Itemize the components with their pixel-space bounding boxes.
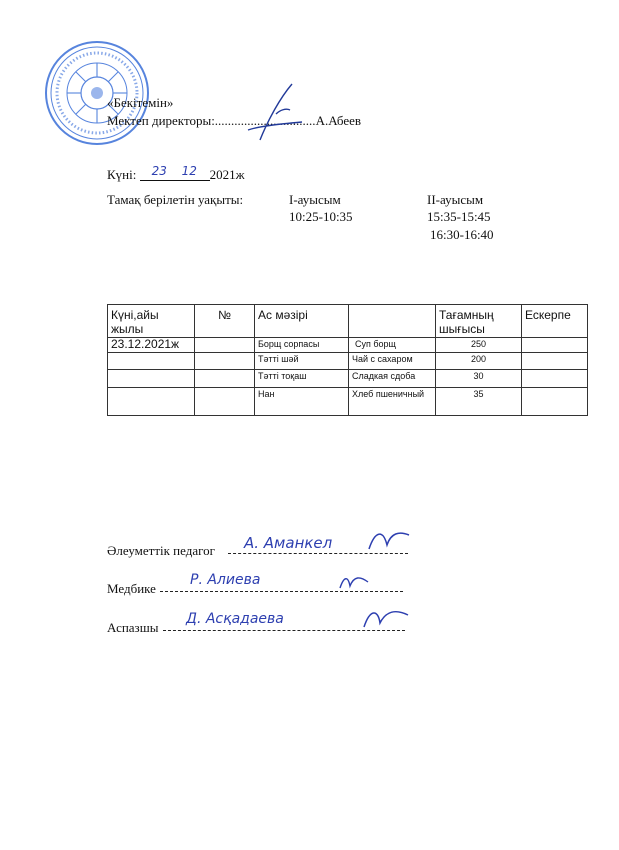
header-note: Ескерпе	[522, 305, 588, 338]
table-header-row	[108, 305, 588, 338]
date-label: Күні:	[107, 167, 137, 182]
date-day: 23	[151, 164, 167, 178]
nurse-label: Медбике	[107, 581, 156, 596]
row-dish-kz: Борщ сорпасы	[255, 338, 349, 353]
date-line	[107, 164, 245, 183]
row-dish-ru: Чай с сахаром	[349, 353, 436, 370]
row-dish-kz: Нан	[255, 388, 349, 416]
header-menu: Ас мәзірі	[255, 305, 349, 338]
director-name: А.Абеев	[315, 113, 362, 128]
pedagog-signature-line	[228, 553, 408, 554]
header-menu-ru	[349, 305, 436, 338]
row-quantity: 35	[436, 388, 522, 416]
header-date: Күні,айы жылы	[108, 305, 195, 338]
row-date	[108, 353, 195, 370]
row-num	[195, 370, 255, 388]
table-row	[108, 388, 588, 416]
row-dish-kz: Тәтті шәй	[255, 353, 349, 370]
approval-title: «Бекітемін»	[107, 95, 174, 110]
date-underline	[140, 166, 210, 181]
row-quantity: 30	[436, 370, 522, 388]
pedagog-label: Әлеуметтік педагог	[107, 543, 215, 558]
shift2-time-1: 15:35-15:45	[427, 209, 491, 224]
row-date	[108, 388, 195, 416]
row-num	[195, 353, 255, 370]
cook-label: Аспазшы	[107, 620, 159, 635]
director-signature	[240, 80, 310, 145]
row-note	[522, 338, 588, 353]
row-note	[522, 353, 588, 370]
table-row	[108, 353, 588, 370]
shift1-time: 10:25-10:35	[289, 209, 353, 224]
header-number: №	[195, 305, 255, 338]
header-quantity: Тағамның шығысы	[436, 305, 522, 338]
menu-table	[107, 304, 588, 416]
cook-signature-name: Д. Асқадаева	[186, 611, 284, 627]
row-quantity: 200	[436, 353, 522, 370]
date-month: 12	[181, 164, 197, 178]
director-label: Мектеп директоры:...............................	[107, 113, 316, 128]
nurse-signature-mark	[336, 570, 372, 592]
row-note	[522, 388, 588, 416]
row-num	[195, 338, 255, 353]
table-row	[108, 338, 588, 353]
row-dish-kz: Тәтті тоқаш	[255, 370, 349, 388]
row-num	[195, 388, 255, 416]
nurse-signature-name: Р. Алиева	[190, 572, 261, 588]
row-date: 23.12.2021ж	[108, 338, 195, 353]
schedule-label: Тамақ берілетін уақыты:	[107, 192, 244, 207]
cook-signature-mark	[360, 605, 412, 631]
pedagog-signature-mark	[365, 525, 413, 553]
row-dish-ru: Сладкая сдоба	[349, 370, 436, 388]
row-dish-ru: Суп борщ	[349, 338, 436, 353]
official-stamp-seal	[44, 40, 150, 146]
row-date	[108, 370, 195, 388]
row-dish-ru: Хлеб пшеничный	[349, 388, 436, 416]
table-row	[108, 370, 588, 388]
shift2-time-2: 16:30-16:40	[430, 227, 494, 242]
row-quantity: 250	[436, 338, 522, 353]
pedagog-signature-name: А. Аманкел	[244, 534, 333, 552]
row-note	[522, 370, 588, 388]
shift1-title: I-ауысым	[289, 192, 341, 207]
director-line	[107, 113, 361, 129]
date-year: 2021ж	[209, 167, 245, 182]
shift2-title: II-ауысым	[427, 192, 484, 207]
